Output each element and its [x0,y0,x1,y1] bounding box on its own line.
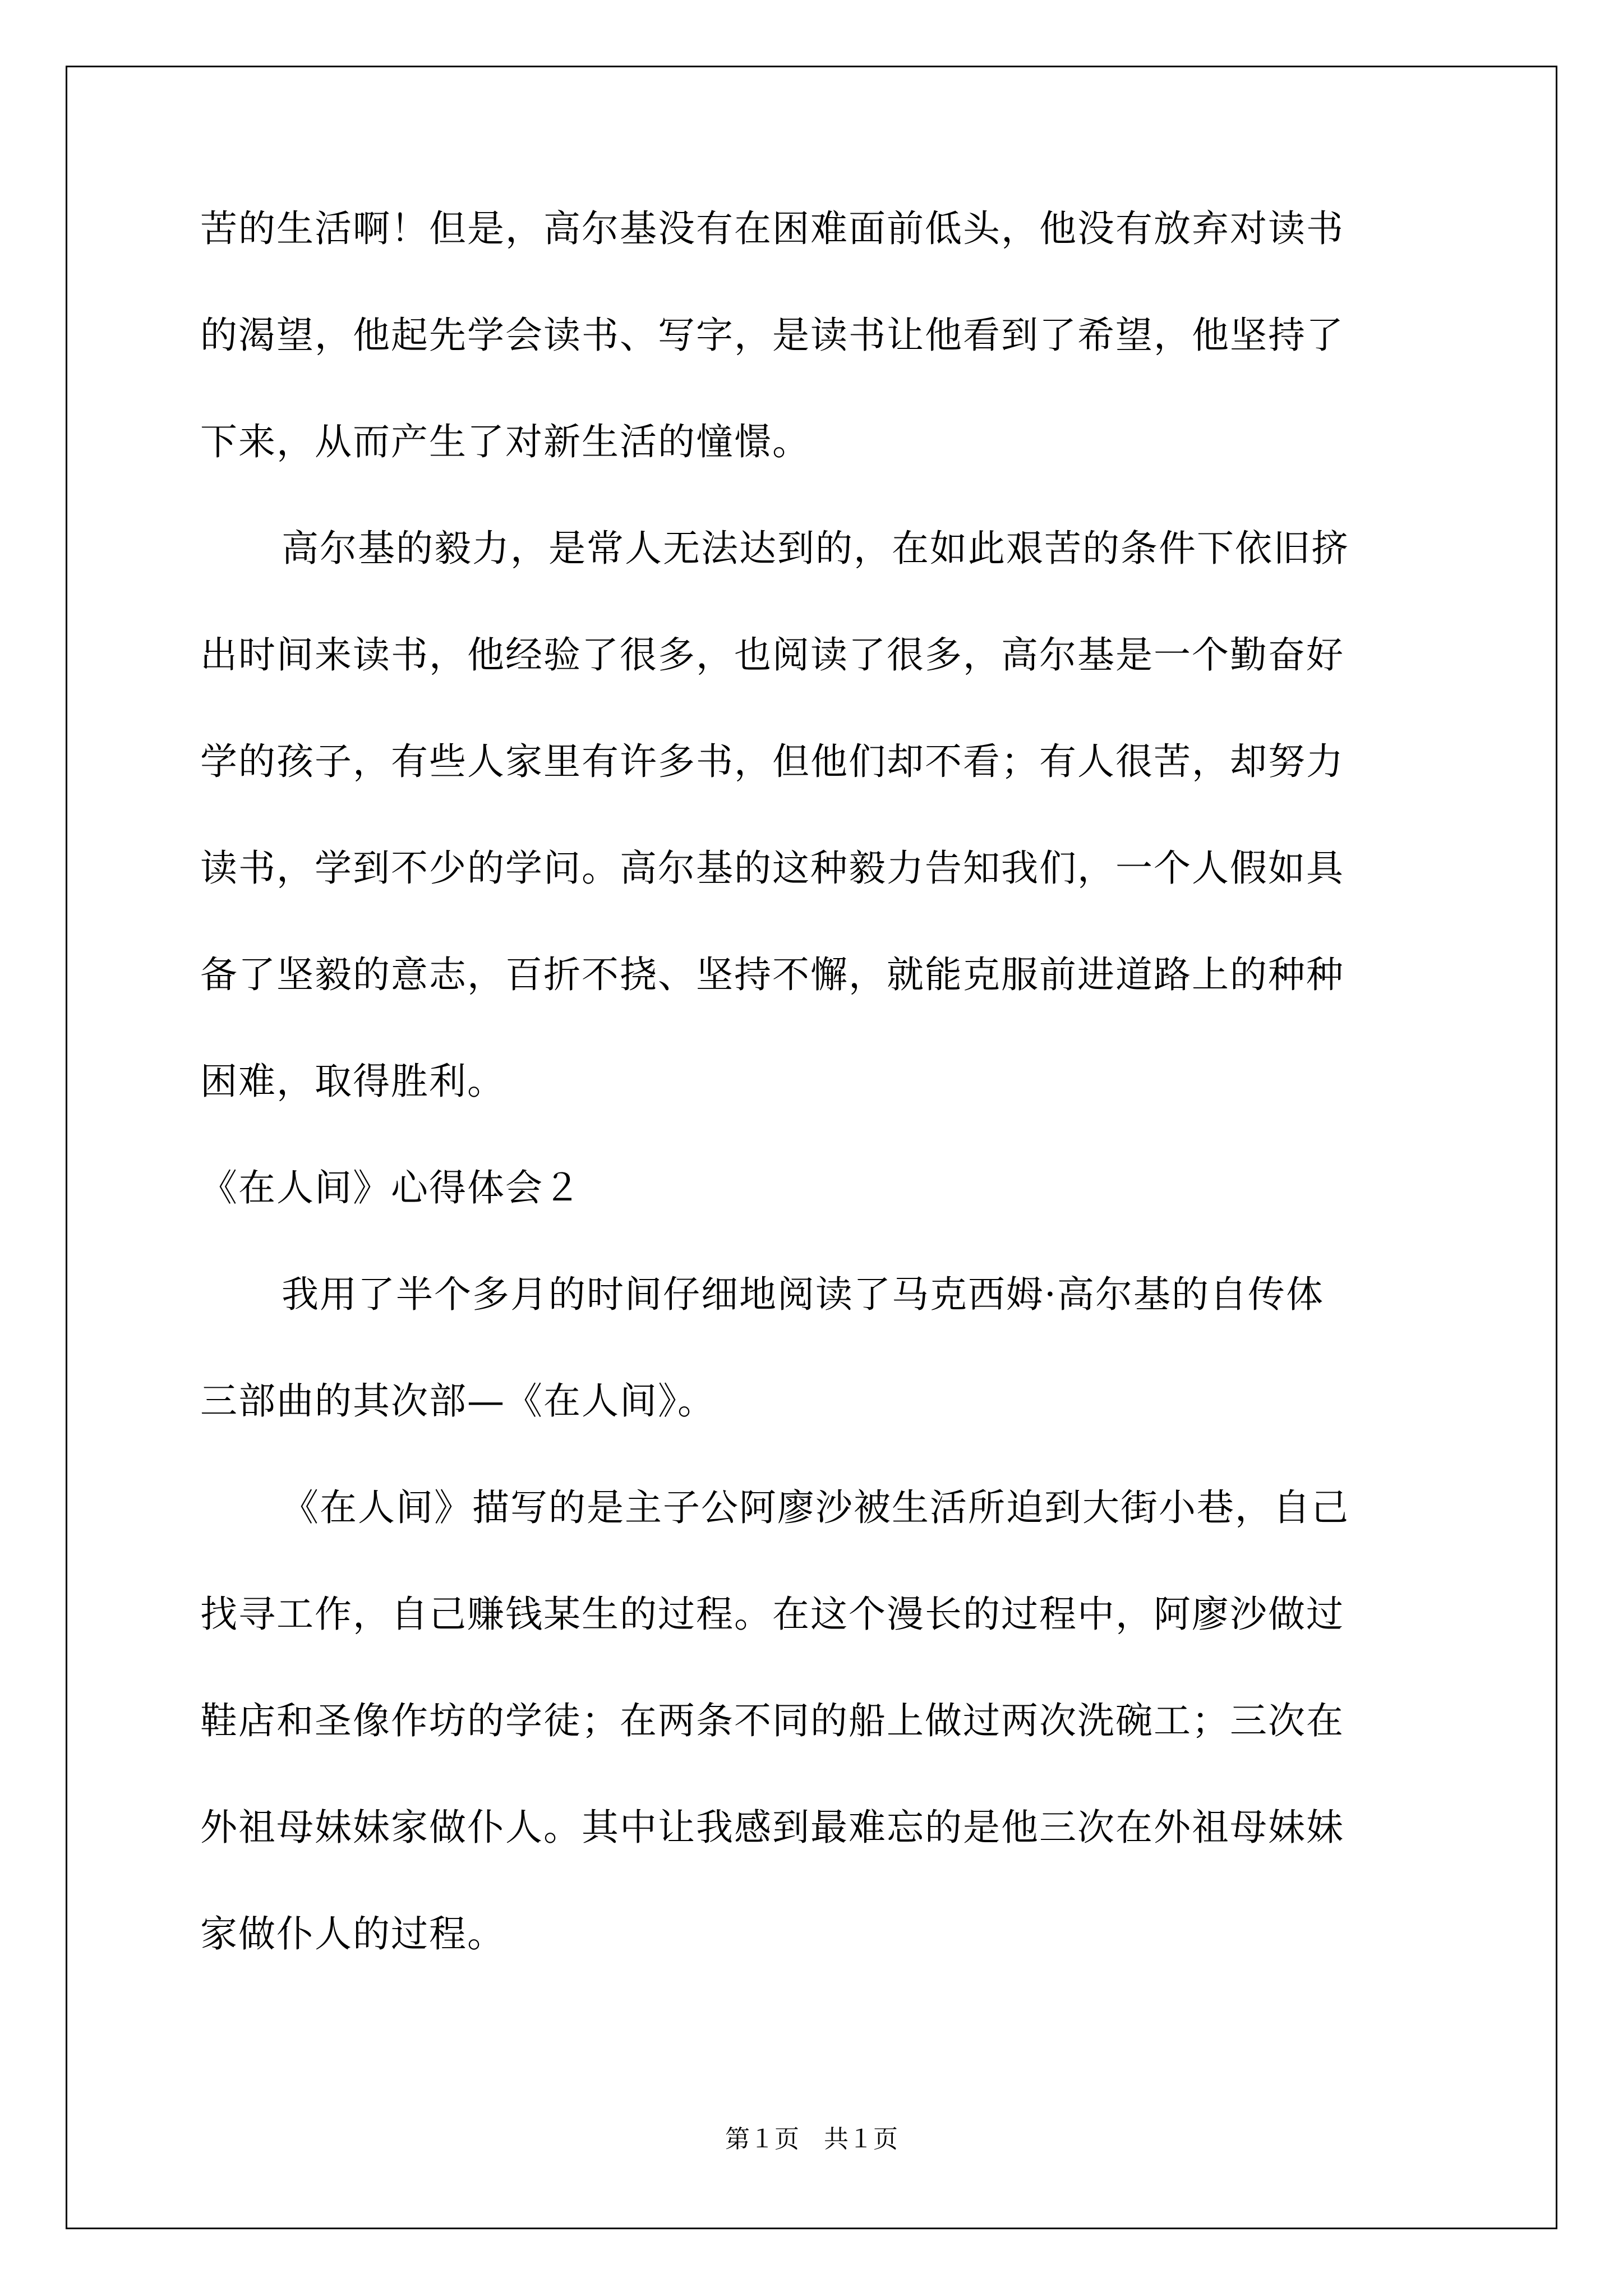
text-line: 苦的生活啊！但是，高尔基没有在困难面前低头，他没有放弃对读书 [200,207,1344,250]
text-line: 的渴望，他起先学会读书、写字，是读书让他看到了希望，他坚持了 [200,314,1344,357]
text-line: 三部曲的其次部—《在人间》。 [200,1379,716,1423]
text-line: 家做仆人的过程。 [200,1912,505,1955]
text-line: 学的孩子，有些人家里有许多书，但他们却不看；有人很苦，却努力 [200,740,1344,783]
text-line: 出时间来读书，他经验了很多，也阅读了很多，高尔基是一个勤奋好 [200,633,1344,677]
text-line: 下来，从而产生了对新生活的憧憬。 [200,420,810,463]
text-line: 读书，学到不少的学问。高尔基的这种毅力告知我们，一个人假如具 [200,846,1344,890]
section-heading: 《在人间》心得体会２ [200,1166,582,1209]
document-body [200,207,1434,2022]
paragraph-first-line: 高尔基的毅力，是常人无法达到的，在如此艰苦的条件下依旧挤 [282,527,1349,570]
text-line: 外祖母妹妹家做仆人。其中让我感到最难忘的是他三次在外祖母妹妹 [200,1806,1344,1849]
text-line: 备了坚毅的意志，百折不挠、坚持不懈，就能克服前进道路上的种种 [200,953,1344,996]
paragraph-first-line: 我用了半个多月的时间仔细地阅读了马克西姆·高尔基的自传体 [282,1273,1324,1316]
text-line: 找寻工作，自己赚钱某生的过程。在这个漫长的过程中，阿廖沙做过 [200,1593,1344,1636]
text-line: 困难，取得胜利。 [200,1060,505,1103]
text-line: 鞋店和圣像作坊的学徒；在两条不同的船上做过两次洗碗工；三次在 [200,1699,1344,1742]
page-number-footer: 第１页 共１页 [725,2125,898,2154]
paragraph-first-line: 《在人间》描写的是主子公阿廖沙被生活所迫到大街小巷，自己 [282,1486,1349,1529]
